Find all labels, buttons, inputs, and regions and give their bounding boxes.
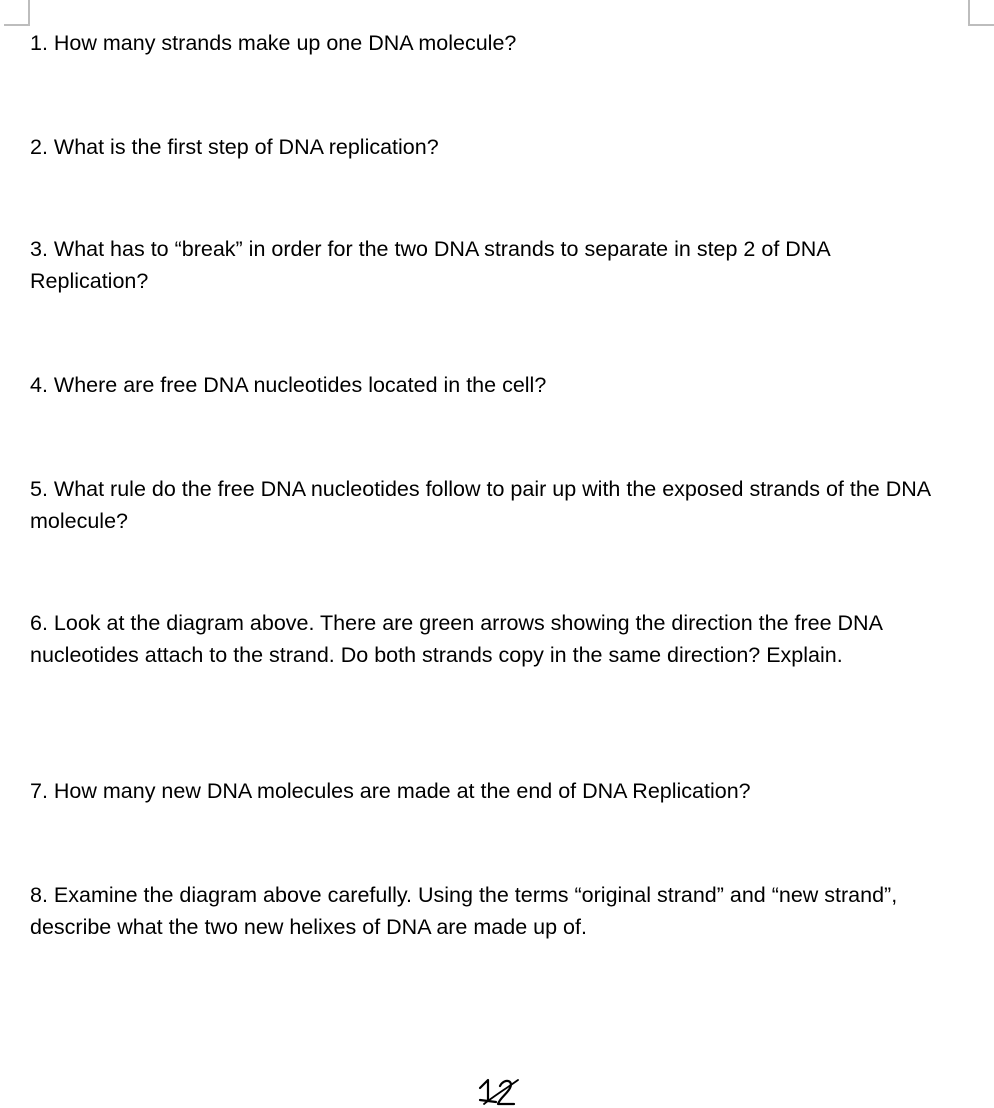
- question-8: 8. Examine the diagram above carefully. Using the terms “original strand” and “new strand”, describe what the two new helixes of DNA are made up of.: [30, 883, 898, 939]
- crop-mark-top-right: [968, 0, 994, 26]
- crop-mark-top-left: [4, 0, 30, 26]
- question-1: 1. How many strands make up one DNA molecule?: [30, 31, 517, 55]
- question-5: 5. What rule do the free DNA nucleotides follow to pair up with the exposed strands of the DNA molecule?: [30, 477, 930, 533]
- question-3: 3. What has to “break” in order for the two DNA strands to separate in step 2 of DNA Replication?: [30, 237, 830, 293]
- handwritten-page-number: [474, 1074, 524, 1108]
- question-7: 7. How many new DNA molecules are made at the end of DNA Replication?: [30, 779, 751, 803]
- question-4: 4. Where are free DNA nucleotides located in the cell?: [30, 373, 547, 397]
- question-2: 2. What is the first step of DNA replication?: [30, 135, 439, 159]
- question-6: 6. Look at the diagram above. There are green arrows showing the direction the free DNA nucleotides attach to the strand. Do both strands copy in the same direction? Explain.: [30, 611, 882, 667]
